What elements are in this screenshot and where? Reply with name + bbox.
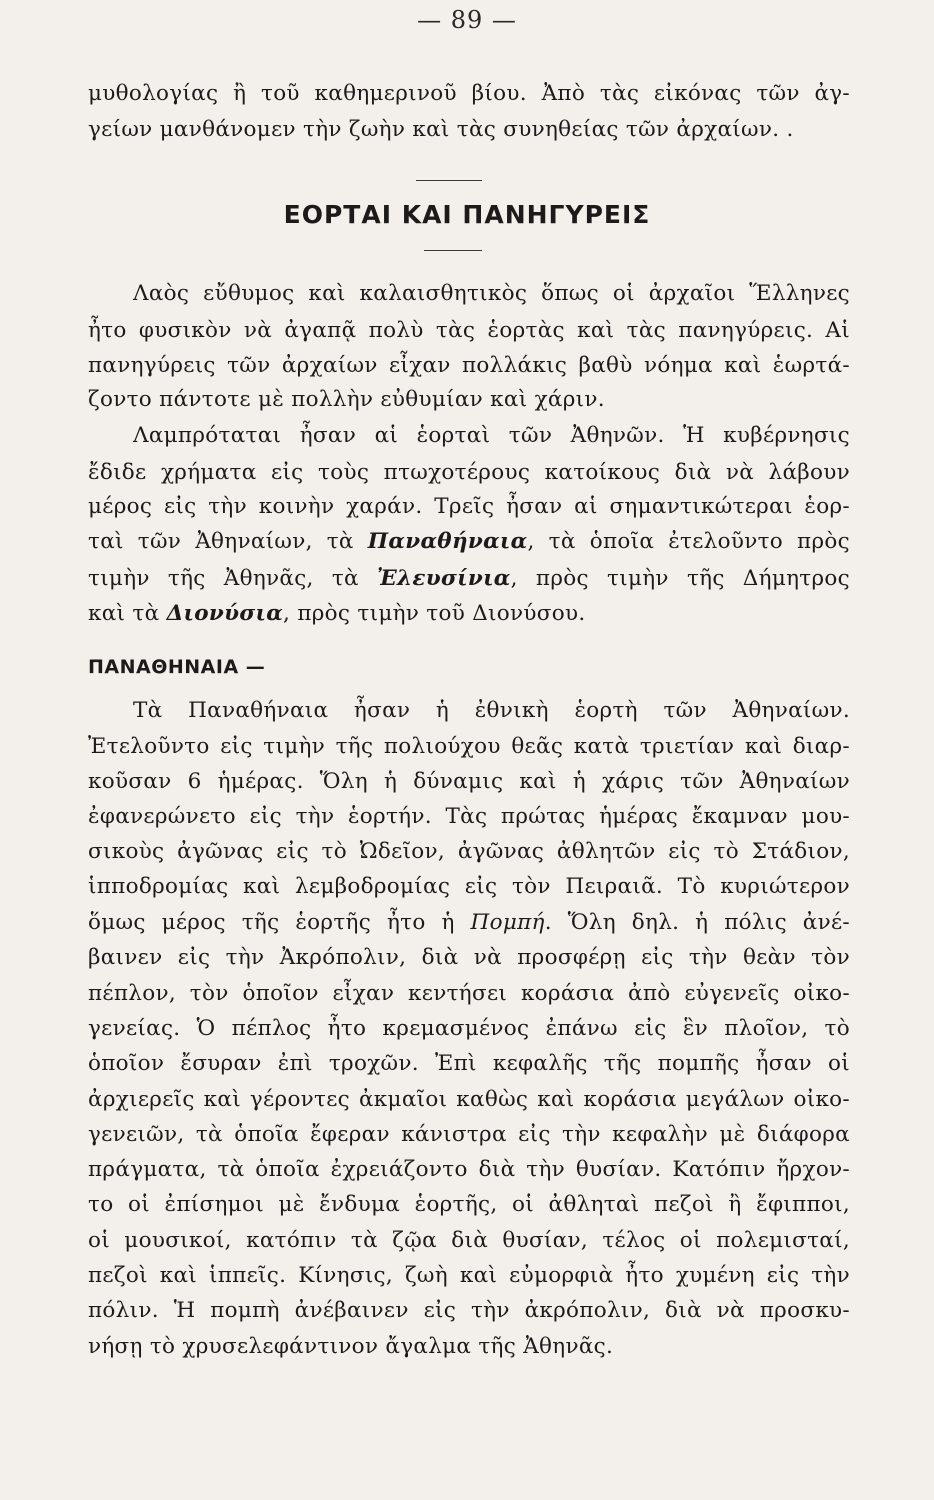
pan-line-7	[88, 909, 850, 937]
pan-line-4: ἐφανερώνετο εἰς τὴν ἑορτήν. Τὰς πρώτας ἡμέρας ἔκαμναν μου-	[88, 804, 850, 829]
term-pompe: Πομπή	[470, 910, 545, 935]
p1-line-3: πανηγύρεις τῶν ἀρχαίων εἶχαν πολλάκις βαθὺ νόημα καὶ ἑωρτά-	[88, 353, 850, 378]
p2-line-2: ἔδιδε χρήματα εἰς τοὺς πτωχοτέρους κατοίκους διὰ νὰ λάβουν	[88, 460, 850, 485]
pan-line-10: γενείας. Ὁ πέπλος ἦτο κρεμασμένος ἐπάνω εἰς ἓν πλοῖον, τὸ	[88, 1016, 850, 1041]
section-title: ΕΟΡΤΑΙ ΚΑΙ ΠΑΝΗΓΥΡΕΙΣ	[283, 200, 651, 229]
pan-line-8: βαινεν εἰς τὴν Ἀκρόπολιν, διὰ νὰ προσφέρῃ εἰς τὴν θεὰν τὸν	[88, 945, 850, 970]
pan-line-12: ἀρχιερεῖς καὶ γέροντες ἀκμαῖοι καθὼς καὶ κοράσια μεγάλων οἰκο-	[88, 1087, 850, 1112]
pan-line-11: ὁποῖον ἔσυραν ἐπὶ τροχῶν. Ἐπὶ κεφαλῆς τῆς πομπῆς ἦσαν οἱ	[88, 1051, 850, 1076]
term-eleusinia: Ἐλευσίνια	[377, 566, 511, 591]
pan-line-13: γενειῶν, τὰ ὁποῖα ἔφεραν κάνιστρα εἰς τὴν κεφαλὴν μὲ διάφορα	[88, 1122, 850, 1147]
subheading-panathenaia: ΠΑΝΑΘΗΝΑΙΑ —	[88, 656, 266, 678]
p1-line-1: Λαὸς εὔθυμος καὶ καλαισθητικὸς ὅπως οἱ ἀρχαῖοι Ἕλληνες	[133, 281, 850, 306]
pan-line-2: Ἐτελοῦντο εἰς τιμὴν τῆς πολιούχου θεᾶς κατὰ τριετίαν καὶ διαρ-	[88, 734, 850, 759]
separator-rule-top	[416, 180, 482, 181]
p2-line-6	[88, 600, 850, 628]
p2-line-3: μέρος εἰς τὴν κοινὴν χαράν. Τρεῖς ἦσαν αἱ σημαντικώτεραι ἑορ-	[88, 494, 850, 519]
p2-line-1: Λαμπρόταται ἦσαν αἱ ἑορταὶ τῶν Ἀθηνῶν. Ἡ κυβέρνησις	[133, 423, 850, 448]
p2-line-4-c: , τὰ ὁποῖα ἐτελοῦντο πρὸς	[527, 529, 850, 554]
p2-line-4	[88, 528, 850, 556]
pan-line-3: κοῦσαν 6 ἡμέρας. Ὅλη ἡ δύναμις καὶ ἡ χάρις τῶν Ἀθηναίων	[88, 769, 850, 794]
p2-line-6-a: καὶ τὰ	[88, 601, 167, 626]
separator-rule-bottom	[424, 250, 482, 251]
p1-line-2: ἦτο φυσικὸν νὰ ἀγαπᾷ πολὺ τὰς ἑορτὰς καὶ τὰς πανηγύρεις. Αἱ	[88, 318, 850, 343]
term-panathenaia: Παναθήναια	[367, 529, 528, 554]
pan-line-15: το οἱ ἐπίσημοι μὲ ἔνδυμα ἑορτῆς, οἱ ἀθληταὶ πεζοὶ ἢ ἔφιπποι,	[88, 1192, 850, 1217]
pan-line-17: πεζοὶ καὶ ἱππεῖς. Κίνησις, ζωὴ καὶ εὐμορφιὰ ἦτο χυμένη εἰς τὴν	[88, 1263, 850, 1288]
intro-line-2: γείων μανθάνομεν τὴν ζωὴν καὶ τὰς συνηθείας τῶν ἀρχαίων. .	[88, 117, 794, 142]
pan-line-1: Τὰ Παναθήναια ἦσαν ἡ ἐθνικὴ ἑορτὴ τῶν Ἀθηναίων.	[133, 698, 850, 723]
p2-line-5-c: , πρὸς τιμὴν τῆς Δήμητρος	[510, 566, 850, 591]
pan-line-19: νήσῃ τὸ χρυσελεφάντινον ἄγαλμα τῆς Ἀθηνᾶς.	[88, 1334, 614, 1359]
p2-line-5-a: τιμὴν τῆς Ἀθηνᾶς, τὰ	[88, 566, 378, 591]
pan-line-9: πέπλον, τὸν ὁποῖον εἶχαν κεντήσει κοράσια ἀπὸ εὐγενεῖς οἰκο-	[88, 981, 850, 1006]
pan-line-7-c: . Ὅλη δηλ. ἡ πόλις ἀνέ-	[544, 910, 850, 935]
p1-line-4: ζοντο πάντοτε μὲ πολλὴν εὐθυμίαν καὶ χάριν.	[88, 387, 605, 412]
pan-line-7-a: ὅμως μέρος τῆς ἑορτῆς ἦτο ἡ	[88, 910, 471, 935]
pan-line-6: ἱπποδρομίας καὶ λεμβοδρομίας εἰς τὸν Πειραιᾶ. Τὸ κυριώτερον	[88, 874, 850, 899]
intro-line-1: μυθολογίας ἢ τοῦ καθημερινοῦ βίου. Ἀπὸ τὰς εἰκόνας τῶν ἀγ-	[88, 81, 850, 106]
pan-line-18: πόλιν. Ἡ πομπὴ ἀνέβαινεν εἰς τὴν ἀκρόπολιν, διὰ νὰ προσκυ-	[88, 1298, 850, 1323]
pan-line-16: οἱ μουσικοί, κατόπιν τὰ ζῷα διὰ θυσίαν, τέλος οἱ πολεμισταί,	[88, 1228, 850, 1253]
term-dionysia: Διονύσια	[166, 601, 284, 626]
p2-line-4-a: ταὶ τῶν Ἀθηναίων, τὰ	[88, 529, 368, 554]
pan-line-14: πράγματα, τὰ ὁποῖα ἐχρειάζοντο διὰ τὴν θυσίαν. Κατόπιν ἤρχον-	[88, 1157, 850, 1182]
p2-line-5	[88, 565, 850, 593]
page-number: — 89 —	[417, 6, 517, 34]
p2-line-6-c: , πρὸς τιμὴν τοῦ Διονύσου.	[283, 601, 586, 626]
pan-line-5: σικοὺς ἀγῶνας εἰς τὸ Ὠδεῖον, ἀγῶνας ἀθλητῶν εἰς τὸ Στάδιον,	[88, 839, 850, 864]
